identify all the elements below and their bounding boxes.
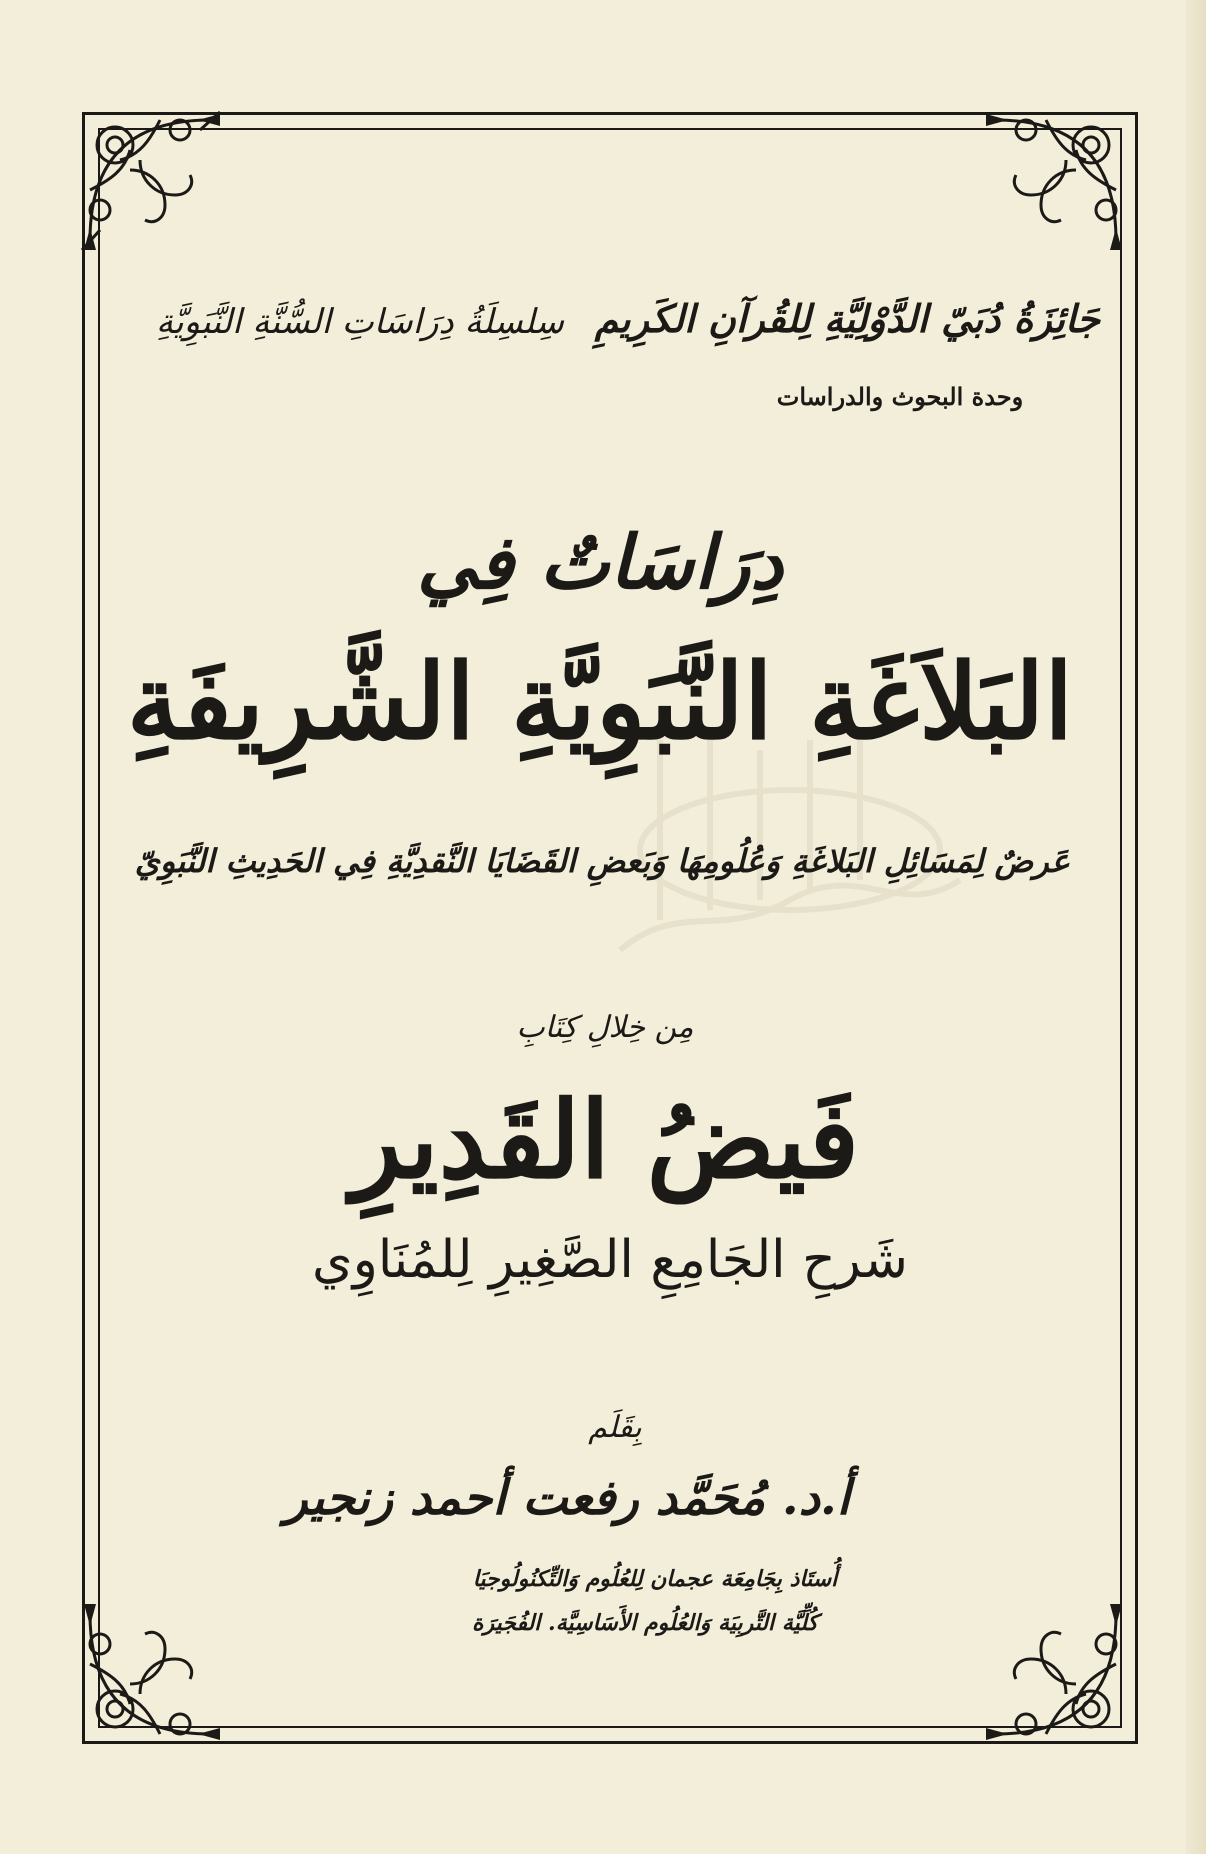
author-affiliation-1: أُستَاذ بِجَامِعَة عجمان لِلعُلُوم وَالتِّكنُولُوجيَا (472, 1566, 838, 1592)
by-pen-label: بِقَلَم (588, 1410, 642, 1445)
corner-ornament-icon (976, 1594, 1136, 1754)
book-title: فَيضُ القَدِيرِ (350, 1077, 860, 1202)
through-book-label: مِن خِلالِ كِتَابِ (516, 1010, 694, 1045)
author-name: أ.د. مُحَمَّد رفعت أحمد زنجير (284, 1470, 850, 1526)
studies-in-heading: دِرَاسَاتٌ فِي (416, 520, 784, 606)
award-name: جَائِزَةُ دُبَيّ الدَّوْلِيَّةِ لِلقُرآنِ الكَرِيمِ (594, 296, 1100, 341)
series-title: سِلسِلَةُ دِرَاسَاتِ السُّنَّةِ النَّبَوِيَّةِ (155, 302, 565, 342)
page-edge (1186, 0, 1206, 1854)
main-title: البَلاَغَةِ النَّبَوِيَّةِ الشَّرِيفَةِ (126, 640, 1074, 763)
author-affiliation-2: كُلِّيَّة التَّربِيَة وَالعُلُوم الأَسَاسِيَّة. الفُجَيرَة (471, 1610, 819, 1636)
book-subtitle: شَرحِ الجَامِعِ الصَّغِيرِ لِلمُنَاوِي (312, 1230, 908, 1290)
research-unit: وحدة البحوث والدراسات (776, 382, 1024, 411)
corner-ornament-icon (70, 1594, 230, 1754)
corner-ornament-icon (70, 100, 230, 260)
subtitle: عَرضٌ لِمَسَائِلِ البَلاغَةِ وَعُلُومِهَا وَبَعضِ القَضَايَا النَّقدِيَّةِ فِي الحَدِيثِ النَّبَوِيّ (134, 842, 1070, 880)
corner-ornament-icon (976, 100, 1136, 260)
